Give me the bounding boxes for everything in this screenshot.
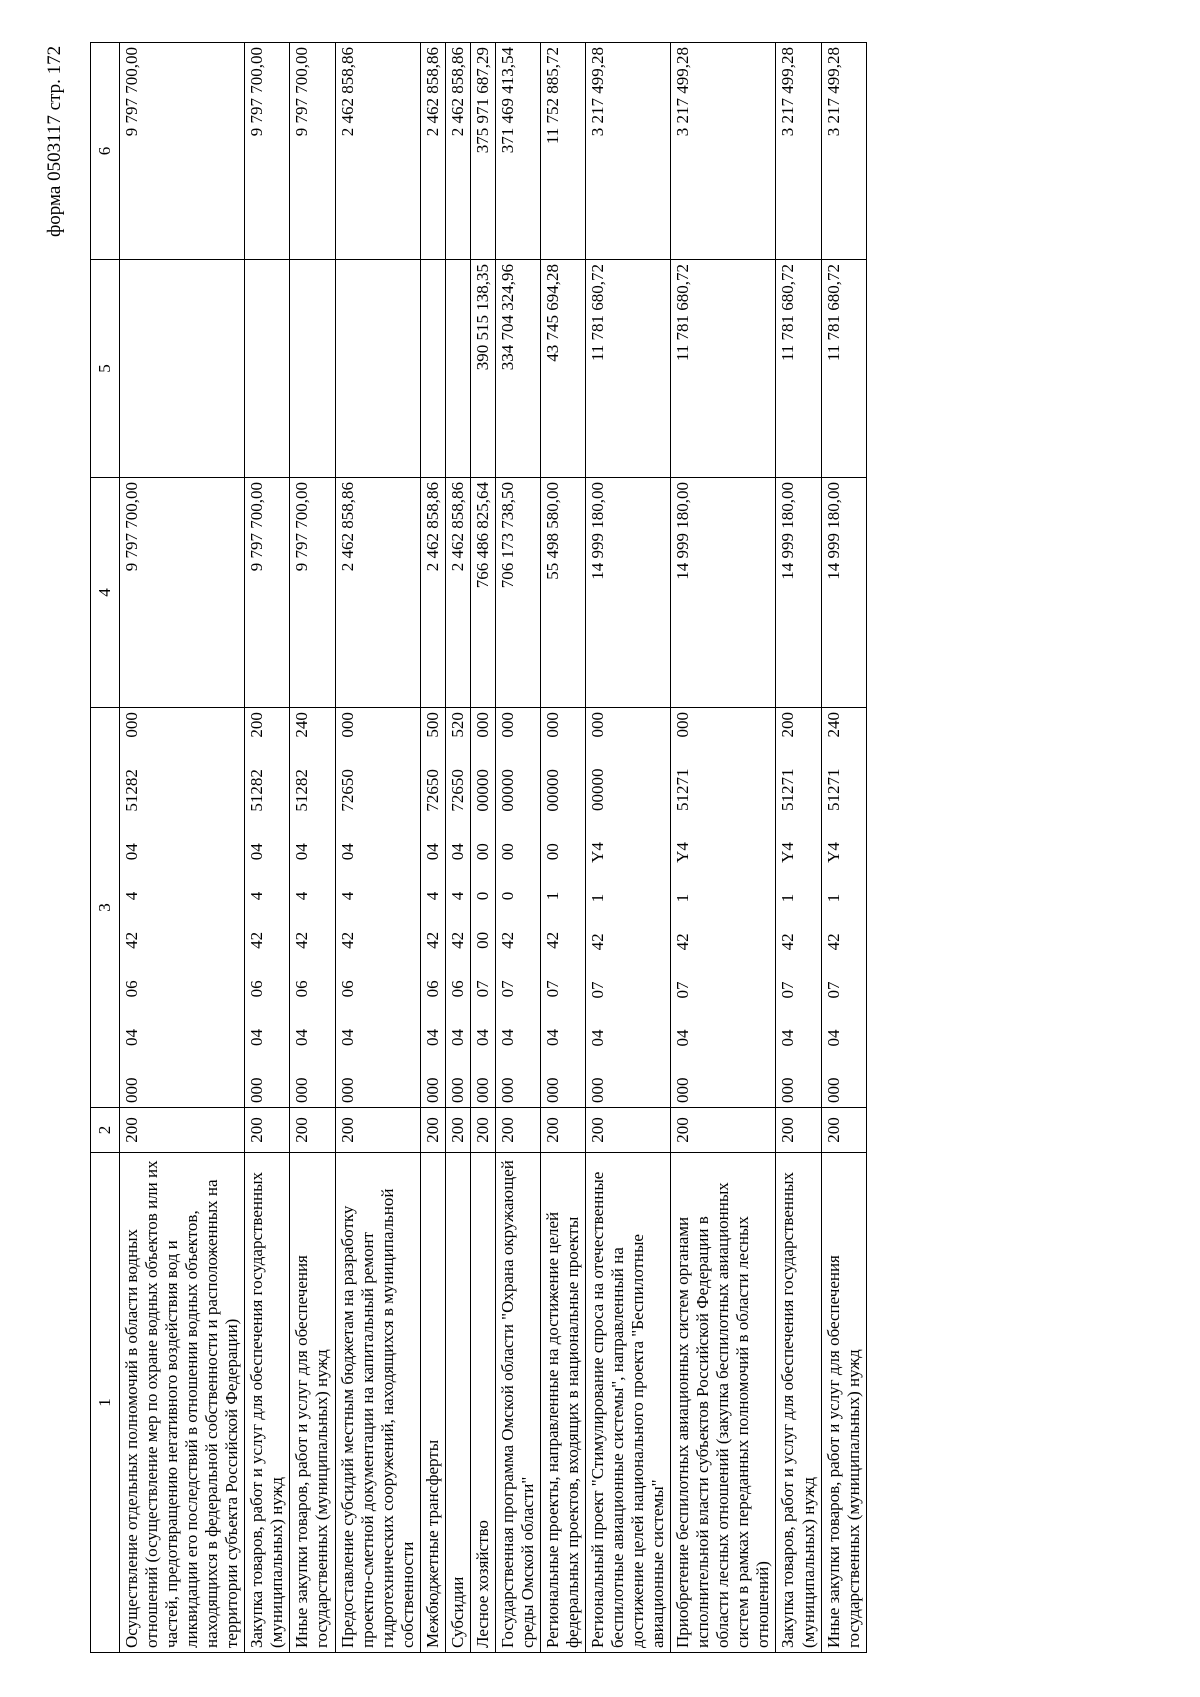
row-remaining: 3 217 499,28: [586, 43, 671, 260]
row-approved: 55 498 580,00: [540, 478, 585, 708]
budget-code-part: 1: [673, 893, 693, 903]
budget-code-parts: [473, 712, 493, 1103]
budget-code-part: 51271: [823, 768, 843, 812]
budget-code-part: 000: [673, 712, 693, 738]
row-remaining: 3 217 499,28: [671, 43, 776, 260]
budget-code-parts: [423, 712, 443, 1103]
row-name: Закупка товаров, работ и услуг для обеспечения государственных (муниципальных) нужд: [245, 1153, 290, 1653]
budget-code-part: 04: [292, 1028, 312, 1046]
budget-code-part: Y4: [778, 842, 798, 863]
budget-code-part: 04: [823, 1029, 843, 1047]
budget-code-part: 42: [497, 931, 517, 949]
row-remaining: 2 462 858,86: [420, 43, 445, 260]
budget-code-part: 000: [472, 1077, 492, 1103]
budget-code-part: 000: [337, 1077, 357, 1103]
row-approved: 2 462 858,86: [420, 478, 445, 708]
budget-code-part: 42: [823, 933, 843, 951]
budget-code-part: 000: [673, 1077, 693, 1103]
budget-code-part: 000: [472, 712, 492, 738]
row-approved: 766 486 825,64: [470, 478, 495, 708]
budget-code-parts: [448, 712, 468, 1103]
budget-code-part: 42: [337, 931, 357, 949]
budget-code-part: 42: [292, 931, 312, 949]
budget-code-part: 51271: [778, 768, 798, 812]
budget-code-part: 07: [472, 980, 492, 998]
budget-code-part: 000: [422, 1077, 442, 1103]
row-budget-code: [335, 708, 420, 1108]
row-approved: 706 173 738,50: [495, 478, 540, 708]
header-col-5: 5: [91, 260, 120, 478]
budget-code-part: 51271: [673, 768, 693, 812]
row-budget-code: [445, 708, 470, 1108]
row-line-code: 200: [335, 1108, 420, 1153]
table-row: [776, 43, 821, 1653]
budget-code-part: 4: [447, 891, 467, 901]
row-line-code: 200: [420, 1108, 445, 1153]
row-budget-code: [586, 708, 671, 1108]
budget-code-part: 04: [778, 1029, 798, 1047]
row-approved: 9 797 700,00: [290, 478, 335, 708]
row-name: Осуществление отдельных полномочий в области водных отношений (осуществление мер по охране водных объектов или их частей, предотвращению негативного воздействия вод и ликвидации его последствий в отношении водных объектов, находящихся в федеральной собственности и расположенных на территории субъекта Российской Федерации): [120, 1153, 245, 1653]
budget-code-parts: [673, 712, 693, 1103]
row-approved: 14 999 180,00: [586, 478, 671, 708]
budget-code-part: 06: [422, 980, 442, 998]
row-approved: 14 999 180,00: [671, 478, 776, 708]
row-line-code: 200: [445, 1108, 470, 1153]
budget-code-part: 51282: [292, 769, 312, 812]
row-remaining: 2 462 858,86: [445, 43, 470, 260]
budget-code-part: 51282: [122, 769, 142, 812]
row-line-code: 200: [821, 1108, 866, 1153]
row-line-code: 200: [290, 1108, 335, 1153]
row-remaining: 375 971 687,29: [470, 43, 495, 260]
header-col-3: 3: [91, 708, 120, 1108]
budget-code-parts: [588, 712, 608, 1103]
budget-code-part: 04: [447, 843, 467, 861]
budget-code-part: 04: [447, 1028, 467, 1046]
row-name: Субсидии: [445, 1153, 470, 1653]
budget-code-part: 4: [247, 891, 267, 901]
table-row: [420, 43, 445, 1653]
row-line-code: 200: [586, 1108, 671, 1153]
row-budget-code: [120, 708, 245, 1108]
budget-code-part: 1: [588, 893, 608, 903]
budget-code-part: 04: [472, 1028, 492, 1046]
table-row: [671, 43, 776, 1653]
budget-code-part: 000: [823, 1077, 843, 1103]
row-approved: 14 999 180,00: [776, 478, 821, 708]
row-budget-code: [495, 708, 540, 1108]
row-remaining: 371 469 413,54: [495, 43, 540, 260]
table-row: [495, 43, 540, 1653]
row-executed: 11 781 680,72: [671, 260, 776, 478]
budget-code-part: 04: [247, 1028, 267, 1046]
budget-code-part: 4: [422, 891, 442, 901]
budget-code-part: 200: [778, 712, 798, 738]
table-row: [470, 43, 495, 1653]
budget-code-part: 00000: [497, 769, 517, 812]
row-remaining: 2 462 858,86: [335, 43, 420, 260]
budget-code-part: 04: [122, 1028, 142, 1046]
budget-code-part: 07: [588, 981, 608, 999]
row-budget-code: [671, 708, 776, 1108]
budget-code-part: 200: [247, 712, 267, 738]
budget-code-part: 42: [422, 931, 442, 949]
budget-code-part: 72650: [337, 769, 357, 812]
row-remaining: 11 752 885,72: [540, 43, 585, 260]
budget-code-parts: [122, 712, 142, 1103]
budget-code-part: 00: [472, 843, 492, 861]
budget-code-part: 00000: [472, 769, 492, 812]
row-name: Региональный проект "Стимулирование спроса на отечественные беспилотные авиационные системы", направленный на достижение целей национального проекта "Беспилотные авиационные системы": [586, 1153, 671, 1653]
row-budget-code: [420, 708, 445, 1108]
row-name: Закупка товаров, работ и услуг для обеспечения государственных (муниципальных) нужд: [776, 1153, 821, 1653]
budget-code-part: 04: [337, 843, 357, 861]
budget-code-part: 00: [497, 843, 517, 861]
budget-code-parts: [338, 712, 358, 1103]
header-col-1: 1: [91, 1153, 120, 1653]
row-executed: 390 515 138,35: [470, 260, 495, 478]
budget-code-part: 000: [542, 712, 562, 738]
budget-code-part: 42: [247, 931, 267, 949]
budget-code-part: 500: [422, 712, 442, 738]
row-remaining: 3 217 499,28: [776, 43, 821, 260]
budget-code-part: 000: [497, 1077, 517, 1103]
budget-code-part: 06: [337, 980, 357, 998]
budget-code-part: 06: [247, 980, 267, 998]
row-approved: 2 462 858,86: [445, 478, 470, 708]
row-name: Предоставление субсидий местным бюджетам на разработку проектно-сметной документации на капитальный ремонт гидротехнических сооружений, находящихся в муниципальной собственности: [335, 1153, 420, 1653]
budget-code-part: 520: [447, 712, 467, 738]
row-executed: [335, 260, 420, 478]
budget-code-part: 4: [122, 891, 142, 901]
row-approved: 9 797 700,00: [120, 478, 245, 708]
row-executed: [290, 260, 335, 478]
budget-code-part: 42: [778, 933, 798, 951]
row-executed: [245, 260, 290, 478]
row-executed: 11 781 680,72: [821, 260, 866, 478]
budget-code-part: 4: [337, 891, 357, 901]
budget-code-part: 1: [823, 893, 843, 903]
row-name: Государственная программа Омской области "Охрана окружающей среды Омской области": [495, 1153, 540, 1653]
table-row: [290, 43, 335, 1653]
row-line-code: 200: [776, 1108, 821, 1153]
row-line-code: 200: [120, 1108, 245, 1153]
row-line-code: 200: [495, 1108, 540, 1153]
budget-table: [90, 42, 867, 1653]
row-executed: [445, 260, 470, 478]
budget-code-part: Y4: [673, 842, 693, 863]
row-budget-code: [776, 708, 821, 1108]
budget-code-parts: [824, 712, 844, 1103]
budget-code-part: 000: [337, 712, 357, 738]
header-col-4: 4: [91, 478, 120, 708]
row-line-code: 200: [470, 1108, 495, 1153]
budget-code-part: 000: [588, 712, 608, 738]
budget-code-part: 04: [122, 843, 142, 861]
budget-code-part: 04: [588, 1029, 608, 1047]
row-remaining: 9 797 700,00: [290, 43, 335, 260]
header-row: [91, 43, 120, 1653]
row-name: Региональные проекты, направленные на достижение целей федеральных проектов, входящих в национальные проекты: [540, 1153, 585, 1653]
row-budget-code: [821, 708, 866, 1108]
table-row: [120, 43, 245, 1653]
table-row: [586, 43, 671, 1653]
budget-code-part: 240: [823, 712, 843, 738]
budget-code-part: 000: [122, 712, 142, 738]
budget-code-part: 06: [292, 980, 312, 998]
budget-code-part: 07: [542, 980, 562, 998]
budget-code-part: 04: [292, 843, 312, 861]
table-row: [445, 43, 470, 1653]
row-executed: 11 781 680,72: [776, 260, 821, 478]
budget-code-part: 42: [673, 933, 693, 951]
budget-code-part: 06: [447, 980, 467, 998]
budget-code-parts: [498, 712, 518, 1103]
budget-code-part: 1: [778, 893, 798, 903]
budget-code-part: 000: [588, 1077, 608, 1103]
budget-code-part: 06: [122, 980, 142, 998]
row-name: Приобретение беспилотных авиационных систем органами исполнительной власти субъектов Российской Федерации в области лесных отношений (закупка беспилотных авиационных систем в рамках переданных полномочий в области лесных отношений): [671, 1153, 776, 1653]
budget-code-part: 04: [542, 1028, 562, 1046]
budget-code-part: 07: [673, 981, 693, 999]
budget-code-part: Y4: [588, 842, 608, 863]
row-remaining: 3 217 499,28: [821, 43, 866, 260]
budget-code-part: 42: [542, 931, 562, 949]
budget-code-part: 0: [497, 891, 517, 901]
budget-code-part: 240: [292, 712, 312, 738]
budget-code-parts: [543, 712, 563, 1103]
budget-code-part: 72650: [447, 769, 467, 812]
budget-code-part: 0: [472, 891, 492, 901]
budget-code-part: 00000: [588, 768, 608, 812]
row-remaining: 9 797 700,00: [245, 43, 290, 260]
row-budget-code: [540, 708, 585, 1108]
row-approved: 14 999 180,00: [821, 478, 866, 708]
budget-code-part: Y4: [823, 842, 843, 863]
budget-code-part: 00: [472, 931, 492, 949]
budget-code-part: 000: [292, 1077, 312, 1103]
row-budget-code: [245, 708, 290, 1108]
budget-code-part: 42: [588, 933, 608, 951]
row-budget-code: [470, 708, 495, 1108]
budget-code-part: 51282: [247, 769, 267, 812]
budget-code-part: 000: [778, 1077, 798, 1103]
header-col-2: 2: [91, 1108, 120, 1153]
budget-code-parts: [292, 712, 312, 1103]
row-executed: 11 781 680,72: [586, 260, 671, 478]
row-line-code: 200: [540, 1108, 585, 1153]
budget-code-part: 000: [122, 1077, 142, 1103]
budget-code-part: 1: [542, 891, 562, 901]
row-approved: 9 797 700,00: [245, 478, 290, 708]
budget-code-part: 07: [823, 981, 843, 999]
budget-code-part: 07: [497, 980, 517, 998]
row-name: Иные закупки товаров, работ и услуг для обеспечения государственных (муниципальных) нужд: [290, 1153, 335, 1653]
budget-code-part: 42: [122, 931, 142, 949]
budget-code-part: 04: [247, 843, 267, 861]
budget-code-part: 72650: [422, 769, 442, 812]
budget-code-part: 000: [497, 712, 517, 738]
row-name: Лесное хозяйство: [470, 1153, 495, 1653]
budget-code-part: 00000: [542, 769, 562, 812]
budget-code-part: 000: [447, 1077, 467, 1103]
table-row: [540, 43, 585, 1653]
row-executed: 334 704 324,96: [495, 260, 540, 478]
budget-code-part: 04: [422, 1028, 442, 1046]
table-row: [245, 43, 290, 1653]
row-budget-code: [290, 708, 335, 1108]
row-executed: [120, 260, 245, 478]
budget-code-part: 000: [542, 1077, 562, 1103]
budget-code-part: 07: [778, 981, 798, 999]
header-col-6: 6: [91, 43, 120, 260]
row-executed: 43 745 694,28: [540, 260, 585, 478]
budget-code-part: 000: [247, 1077, 267, 1103]
row-remaining: 9 797 700,00: [120, 43, 245, 260]
row-executed: [420, 260, 445, 478]
budget-code-part: 04: [497, 1028, 517, 1046]
budget-code-parts: [778, 712, 798, 1103]
table-row: [335, 43, 420, 1653]
row-line-code: 200: [245, 1108, 290, 1153]
budget-code-part: 42: [447, 931, 467, 949]
table-body: [120, 43, 867, 1653]
budget-code-part: 04: [673, 1029, 693, 1047]
row-line-code: 200: [671, 1108, 776, 1153]
budget-code-part: 4: [292, 891, 312, 901]
row-name: Иные закупки товаров, работ и услуг для обеспечения государственных (муниципальных) нужд: [821, 1153, 866, 1653]
budget-code-parts: [247, 712, 267, 1103]
budget-code-part: 04: [337, 1028, 357, 1046]
row-approved: 2 462 858,86: [335, 478, 420, 708]
row-name: Межбюджетные трансферты: [420, 1153, 445, 1653]
table-row: [821, 43, 866, 1653]
budget-code-part: 00: [542, 843, 562, 861]
form-label: форма 0503117 стр. 172: [44, 45, 65, 237]
budget-code-part: 04: [422, 843, 442, 861]
